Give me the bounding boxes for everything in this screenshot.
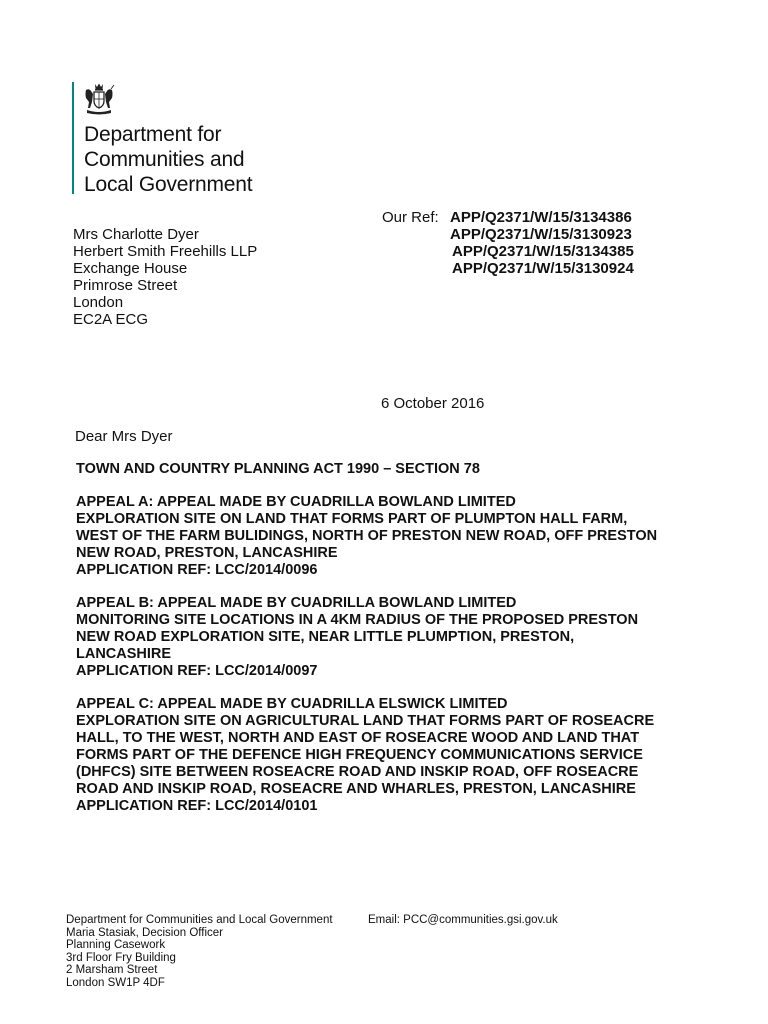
- appeal-line: APPEAL A: APPEAL MADE BY CUADRILLA BOWLAND LIMITED: [76, 494, 516, 510]
- appeal-line: NEW ROAD, PRESTON, LANCASHIRE: [76, 545, 338, 561]
- ref-number: APP/Q2371/W/15/3134386: [450, 209, 632, 226]
- appeal-line: APPLICATION REF: LCC/2014/0096: [76, 562, 318, 578]
- appeal-line: WEST OF THE FARM BULIDINGS, NORTH OF PRESTON NEW ROAD, OFF PRESTON: [76, 528, 658, 544]
- appeal-line: NEW ROAD EXPLORATION SITE, NEAR LITTLE PLUMPTION, PRESTON,: [76, 629, 575, 645]
- appeal-line: MONITORING SITE LOCATIONS IN A 4KM RADIUS OF THE PROPOSED PRESTON: [76, 612, 639, 628]
- appeal-c: [76, 696, 716, 815]
- department-name-line: Communities and: [84, 148, 245, 171]
- footer-line: 2 Marsham Street: [66, 964, 158, 976]
- address-line: London: [73, 294, 124, 311]
- ref-number: APP/Q2371/W/15/3130924: [452, 260, 634, 277]
- letter-date: 6 October 2016: [381, 395, 485, 412]
- footer-line: London SW1P 4DF: [66, 976, 165, 989]
- recipient-address: [73, 226, 257, 328]
- heading-line: TOWN AND COUNTRY PLANNING ACT 1990 – SECTION 78: [76, 461, 480, 477]
- royal-coat-of-arms-icon: [83, 82, 115, 116]
- address-line: EC2A ECG: [73, 311, 149, 328]
- footer-line: Department for Communities and Local Government: [66, 914, 333, 926]
- appeal-line: EXPLORATION SITE ON LAND THAT FORMS PART OF PLUMPTON HALL FARM,: [76, 511, 628, 527]
- department-name: [84, 122, 324, 197]
- department-name-line: Department for: [84, 123, 222, 146]
- appeal-line: APPEAL C: APPEAL MADE BY CUADRILLA ELSWICK LIMITED: [76, 696, 508, 712]
- footer-email: Email: PCC@communities.gsi.gov.uk: [368, 914, 558, 926]
- appeal-line: (DHFCS) SITE BETWEEN ROSEACRE ROAD AND INSKIP ROAD, OFF ROSEACRE: [76, 764, 639, 780]
- act-heading: [76, 461, 716, 478]
- logo-bar: [72, 82, 74, 194]
- appeal-a: [76, 494, 716, 579]
- footer-line: Planning Casework: [66, 939, 166, 951]
- appeal-line: EXPLORATION SITE ON AGRICULTURAL LAND THAT FORMS PART OF ROSEACRE: [76, 713, 655, 729]
- appeal-line: APPLICATION REF: LCC/2014/0101: [76, 798, 318, 814]
- appeal-line: HALL, TO THE WEST, NORTH AND EAST OF ROSEACRE WOOD AND LAND THAT: [76, 730, 640, 746]
- appeal-line: APPLICATION REF: LCC/2014/0097: [76, 663, 318, 679]
- appeal-line: LANCASHIRE: [76, 646, 172, 662]
- department-name-line: Local Government: [84, 173, 253, 196]
- appeal-b: [76, 595, 716, 680]
- footer-line: 3rd Floor Fry Building: [66, 951, 176, 964]
- salutation: Dear Mrs Dyer: [75, 428, 173, 445]
- footer-line: Maria Stasiak, Decision Officer: [66, 926, 224, 939]
- footer-address: [66, 914, 333, 989]
- address-line: Exchange House: [73, 260, 188, 277]
- address-line: Primrose Street: [73, 277, 178, 294]
- ref-number: APP/Q2371/W/15/3130923: [450, 226, 632, 243]
- address-line: Herbert Smith Freehills LLP: [73, 243, 258, 260]
- appeal-line: APPEAL B: APPEAL MADE BY CUADRILLA BOWLAND LIMITED: [76, 595, 517, 611]
- appeal-line: ROAD AND INSKIP ROAD, ROSEACRE AND WHARLES, PRESTON, LANCASHIRE: [76, 781, 636, 797]
- appeal-line: FORMS PART OF THE DEFENCE HIGH FREQUENCY COMMUNICATIONS SERVICE: [76, 747, 643, 763]
- letter-body: [76, 461, 716, 831]
- ref-number: APP/Q2371/W/15/3134385: [452, 243, 634, 260]
- address-line: Mrs Charlotte Dyer: [73, 226, 199, 243]
- ref-label: Our Ref:: [382, 209, 439, 226]
